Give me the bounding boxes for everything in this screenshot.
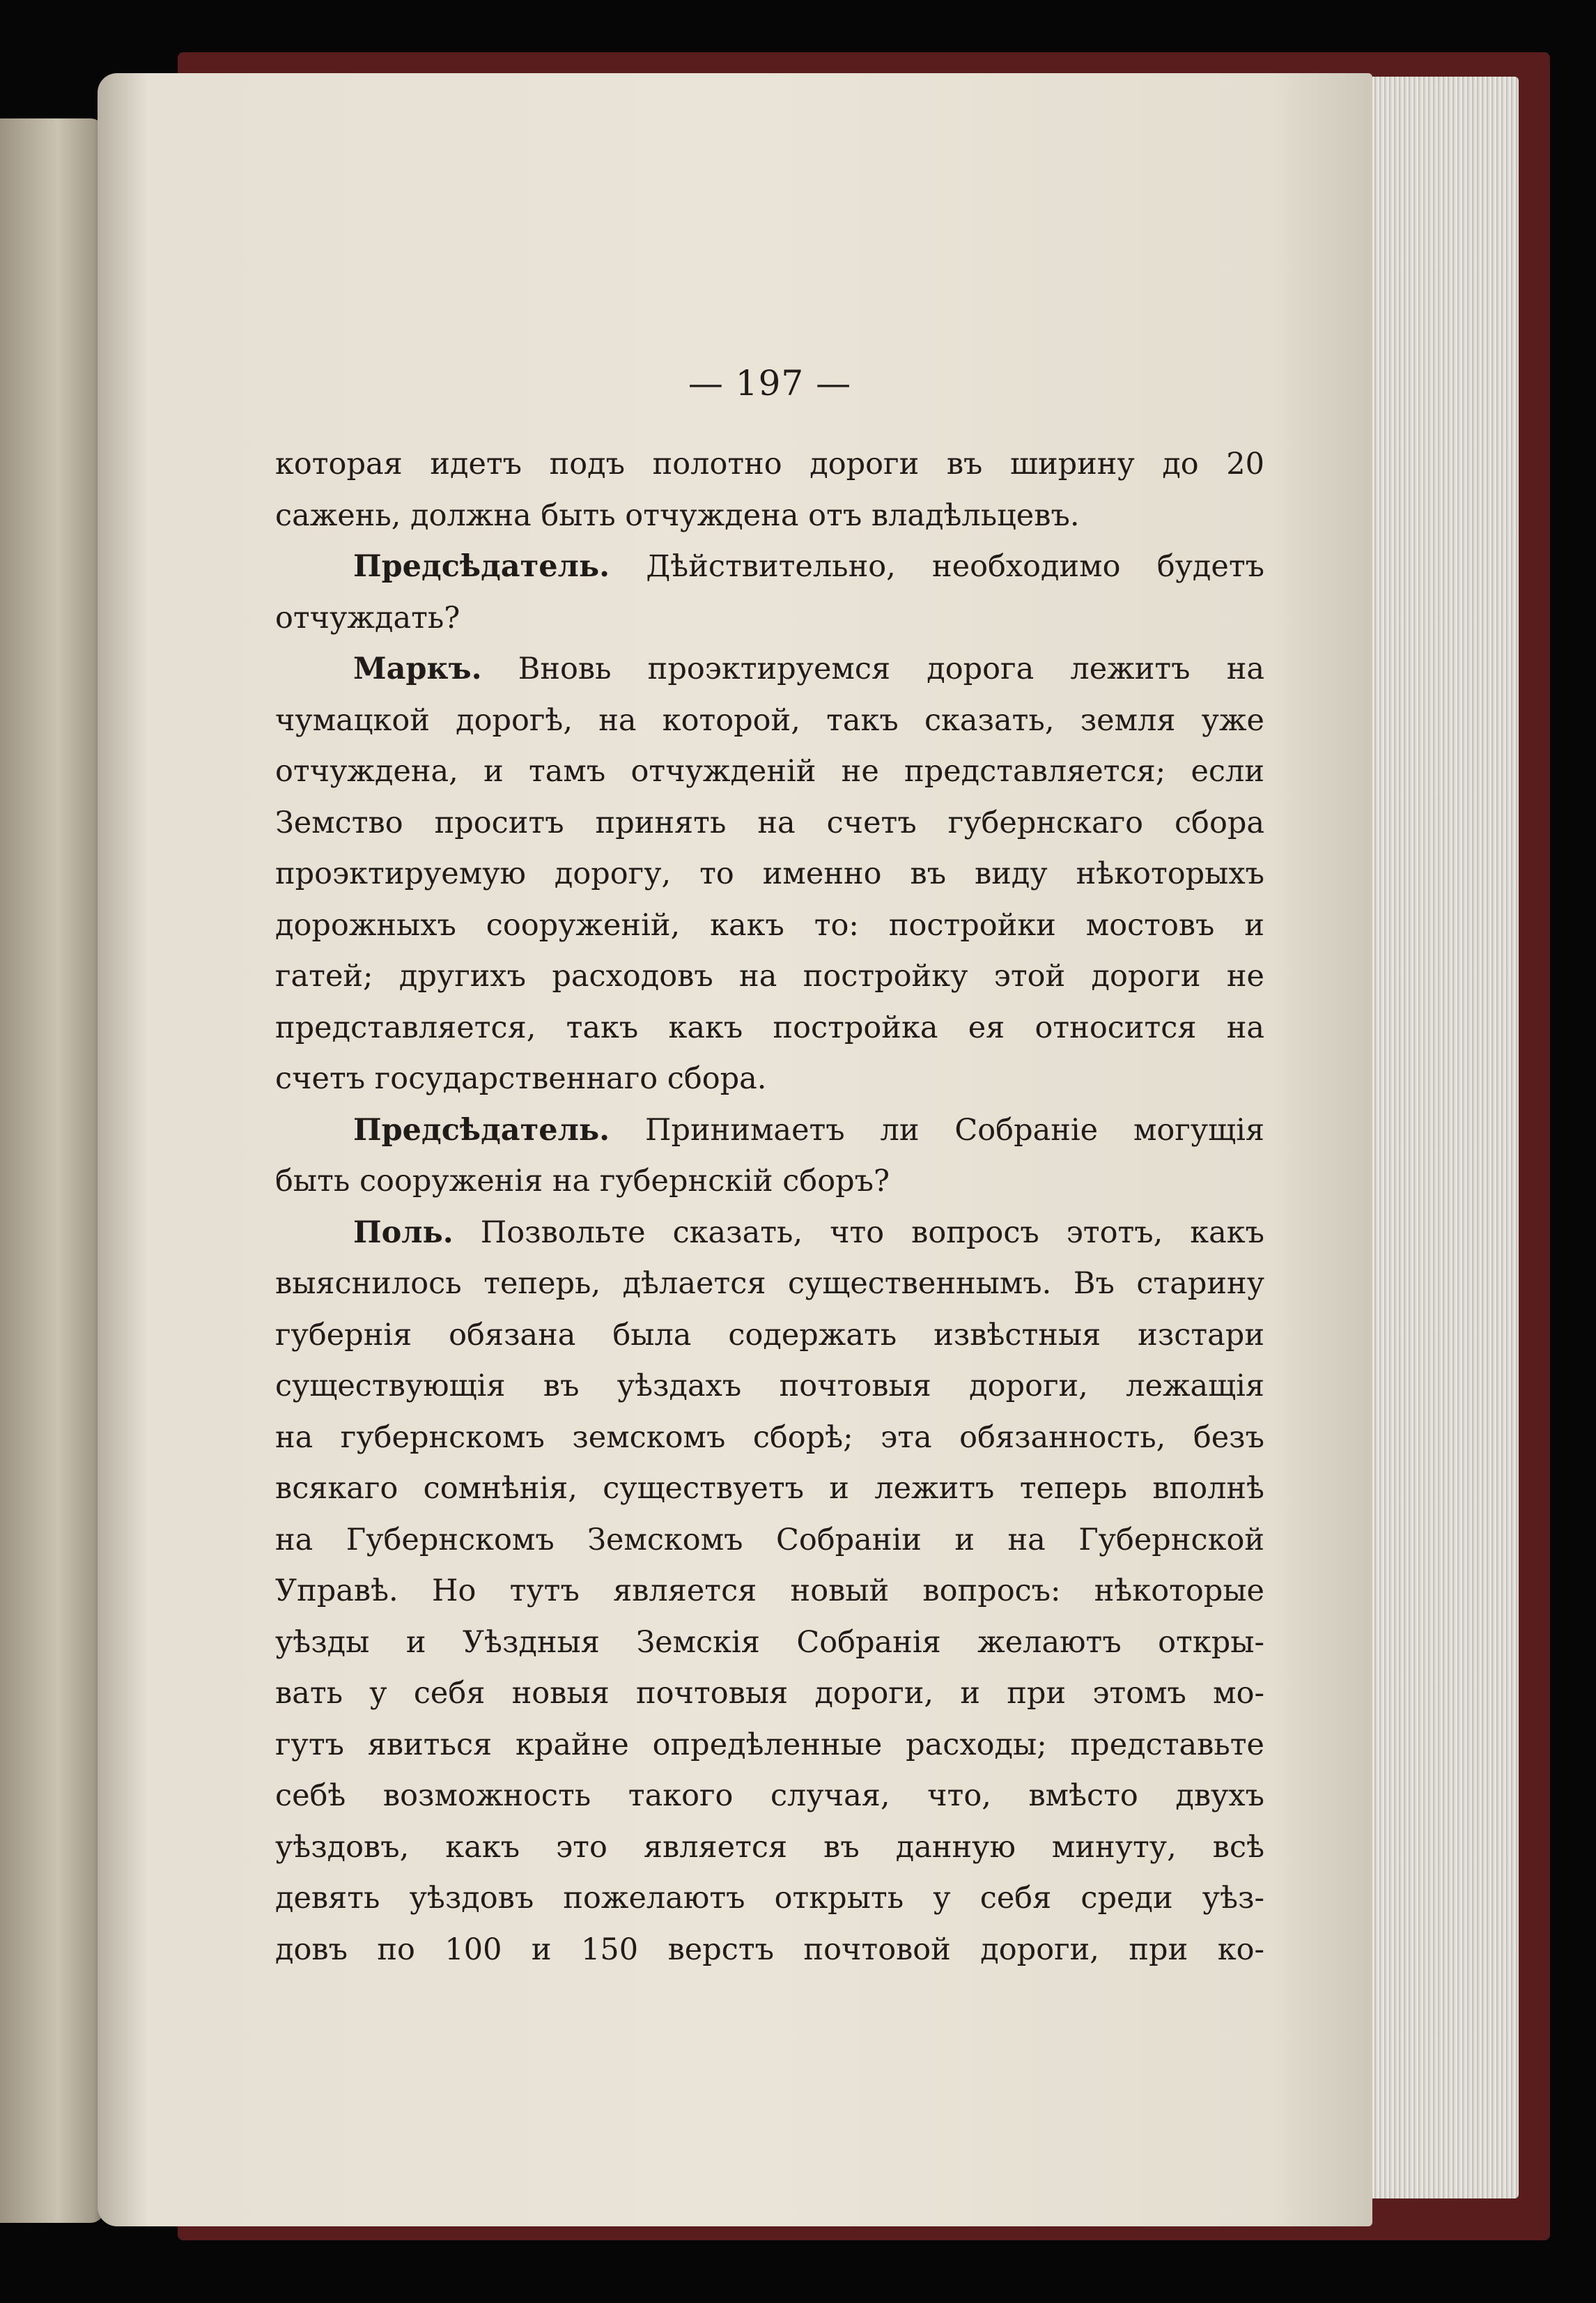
line-text: довъ по 100 и 150 верстъ почтовой дороги, при ко- [275, 1932, 1264, 1967]
line-text: выяснилось теперь, дѣлается существеннымъ. Въ старину [275, 1266, 1264, 1301]
line-text: проэктируемую дорогу, то именно въ виду нѣкоторыхъ [275, 856, 1264, 891]
text-line [275, 695, 1264, 747]
page-number: — 197 — [688, 363, 852, 403]
line-text: дорожныхъ сооруженій, какъ то: постройки мостовъ и [275, 907, 1264, 943]
text-line [275, 1105, 1264, 1157]
text-line [275, 798, 1264, 849]
line-text: всякаго сомнѣнія, существуетъ и лежитъ теперь вполнѣ [275, 1471, 1264, 1506]
speaker-name: Предсѣдатель. [353, 1112, 610, 1148]
text-line [275, 439, 1264, 491]
text-line [275, 1208, 1264, 1259]
line-text: губернія обязана была содержать извѣстныя изстари [275, 1317, 1264, 1353]
line-text: счетъ государственнаго сбора. [275, 1061, 767, 1096]
text-line [275, 1054, 1264, 1105]
speaker-name: Маркъ. [353, 652, 482, 686]
text-line [275, 951, 1264, 1003]
text-line [275, 900, 1264, 952]
text-line [275, 1771, 1264, 1822]
line-text: чумацкой дорогѣ, на которой, такъ сказать, земля уже [275, 702, 1264, 738]
text-line [275, 1412, 1264, 1464]
text-line [275, 1925, 1264, 1976]
line-text: гутъ явиться крайне опредѣленные расходы; представьте [275, 1727, 1264, 1762]
line-text: на губернскомъ земскомъ сборѣ; эта обязанность, безъ [275, 1419, 1264, 1455]
line-text: Земство проситъ принять на счетъ губернскаго сбора [275, 805, 1264, 840]
line-text: себѣ возможность такого случая, что, вмѣсто двухъ [275, 1778, 1264, 1813]
page-lines [275, 439, 1264, 1975]
text-line [275, 491, 1264, 542]
line-text: сажень, должна быть отчуждена отъ владѣльцевъ. [275, 498, 1080, 533]
line-text: существующія въ уѣздахъ почтовыя дороги, лежащія [275, 1369, 1264, 1403]
text-line [275, 1463, 1264, 1515]
speaker-name: Поль. [353, 1215, 454, 1250]
text-line [275, 1310, 1264, 1362]
text-line [275, 746, 1264, 798]
speaker-name: Предсѣдатель. [353, 549, 610, 584]
line-text: отчуждена, и тамъ отчужденій не представляется; если [275, 754, 1264, 789]
line-text: уѣзды и Уѣздныя Земскія Собранія желаютъ откры- [275, 1624, 1264, 1660]
book-page [98, 73, 1372, 2226]
line-text: на Губернскомъ Земскомъ Собраніи и на Губернской [275, 1522, 1264, 1557]
line-text: гатей; другихъ расходовъ на постройку этой дороги не [275, 959, 1264, 994]
text-line [275, 1515, 1264, 1566]
line-text: вать у себя новыя почтовыя дороги, и при этомъ мо- [275, 1676, 1264, 1711]
text-line [275, 541, 1264, 593]
line-text: Управѣ. Но тутъ является новый вопросъ: нѣкоторые [275, 1573, 1264, 1608]
text-line [275, 1822, 1264, 1874]
line-text: Вновь проэктируемся дорога лежитъ на [481, 652, 1264, 686]
text-line [275, 593, 1264, 645]
line-text: отчуждать? [275, 600, 460, 636]
line-text: Принимаетъ ли Собраніе могущія [610, 1112, 1264, 1148]
text-line [275, 1258, 1264, 1310]
text-line [275, 1566, 1264, 1617]
text-line [275, 1720, 1264, 1771]
text-line [275, 1873, 1264, 1925]
line-text: Позвольте сказать, что вопросъ этотъ, какъ [453, 1215, 1264, 1250]
line-text: уѣздовъ, какъ это является въ данную минуту, всѣ [275, 1829, 1264, 1865]
previous-page-edge [0, 118, 104, 2223]
text-line [275, 1361, 1264, 1412]
text-line [275, 644, 1264, 695]
text-line [275, 1003, 1264, 1054]
text-line [275, 849, 1264, 900]
line-text: Дѣйствительно, необходимо будетъ [610, 549, 1264, 584]
line-text: быть сооруженія на губернскій сборъ? [275, 1164, 890, 1199]
text-line [275, 1156, 1264, 1208]
text-line [275, 1668, 1264, 1720]
line-text: которая идетъ подъ полотно дороги въ ширину до 20 [275, 447, 1264, 482]
line-text: представляется, такъ какъ постройка ея относится на [275, 1010, 1264, 1045]
line-text: девять уѣздовъ пожелаютъ открыть у себя среди уѣз- [275, 1881, 1264, 1916]
text-line [275, 1617, 1264, 1669]
